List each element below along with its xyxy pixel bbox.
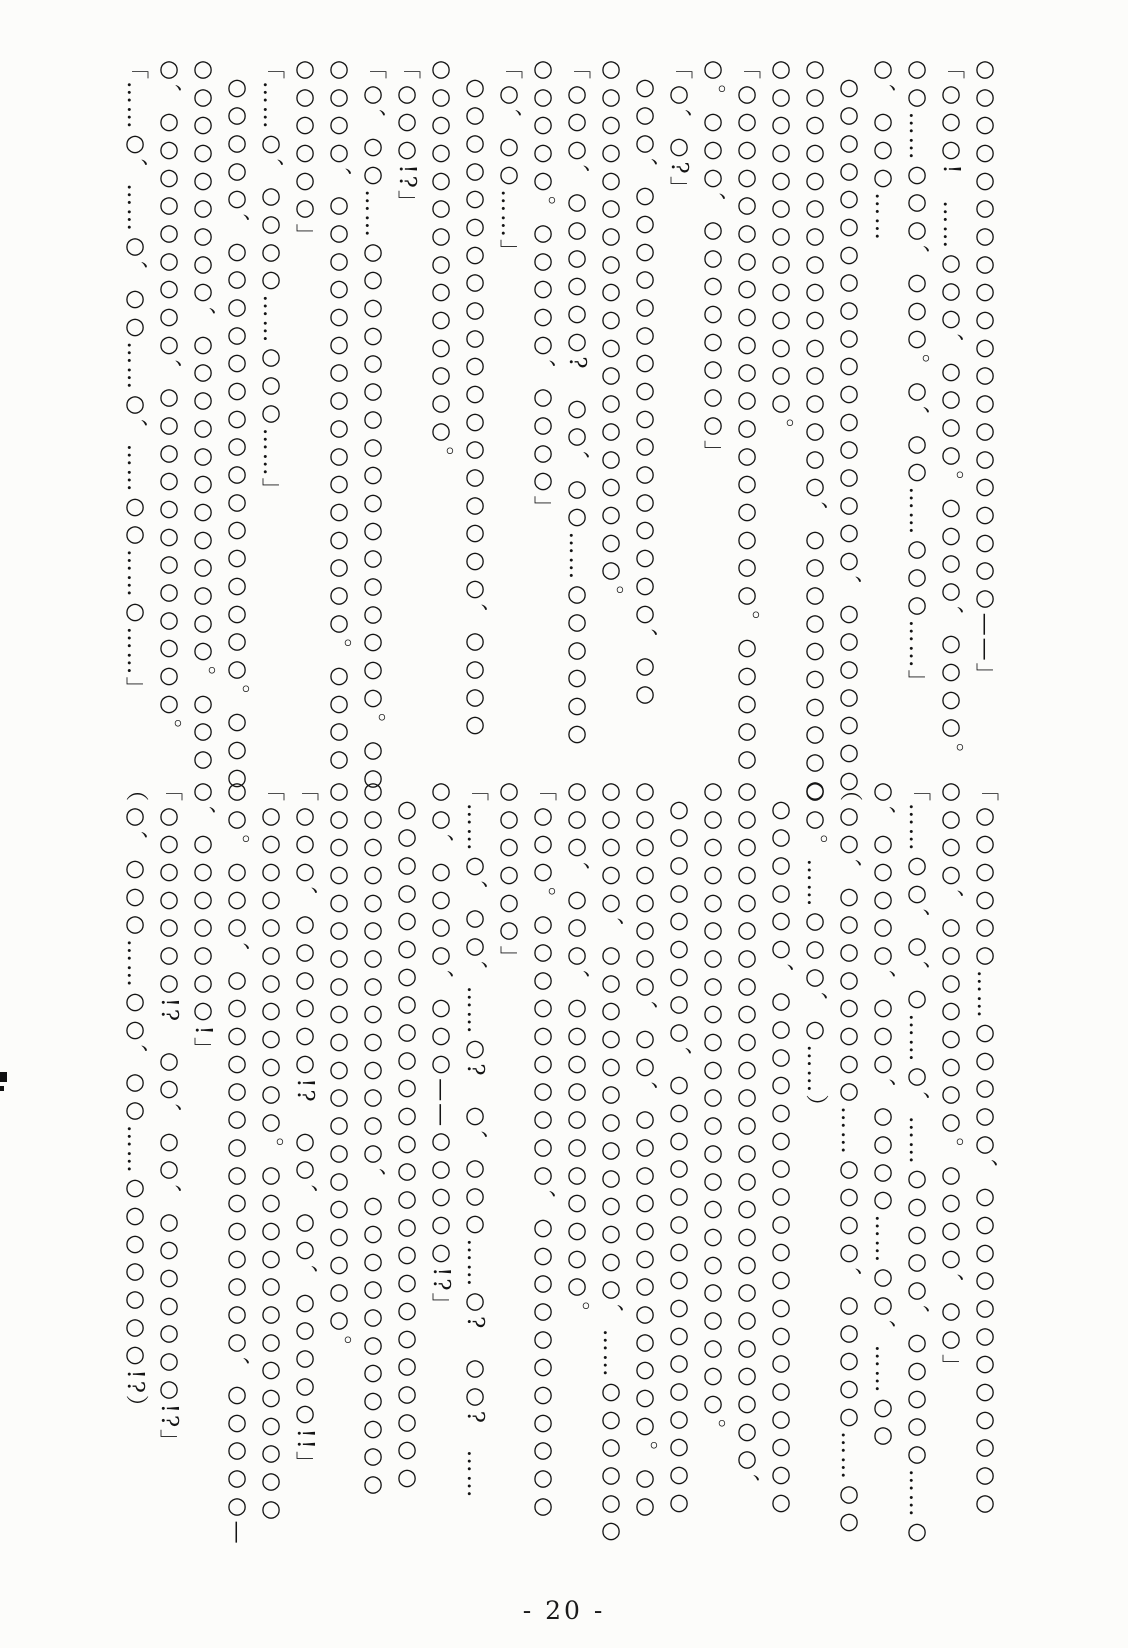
text-column: 「○○○、○○○○○○? ○○、○○……○○○○○○: [564, 56, 590, 749]
text-column: ○○○○○○○○○○○○○○○○○○○○——」: [972, 56, 998, 688]
text-column: ○○、○○○○、○○○——○○○○○!?」: [428, 778, 454, 1318]
text-column: 「○○○○○○……○○○○○、○○○○○○○○○○○○: [972, 778, 998, 1518]
text-column: ○○○○○○○○○○○○○○○○○○○○○○○○○、: [734, 778, 760, 1499]
text-column: 「……○○、○、○……○、……○○○○○、○○○○○……○: [904, 778, 930, 1547]
text-column: ○○○○○○○○○○○○○○○○○○○○○○○。: [700, 778, 726, 1444]
text-column: （○○、○○○○○○○○……○○○○、○○○○○……○○: [836, 778, 862, 1537]
text-column: ○○○○、○○○○○○○○。○○○○、○○」: [938, 778, 964, 1379]
text-column: 「○、○○……○○○○○○○○○○○○○○○○○。○○: [360, 56, 386, 793]
text-column: ○○○○○○○○○○○○○○、○○○○○○○○○○○: [360, 778, 386, 1499]
page-number: - 20 -: [522, 1596, 606, 1625]
text-column: ○○○○○○」: [292, 56, 318, 248]
text-column: ○○○○○、○○○○○○○○○○○○○、……○○○○○○: [598, 778, 624, 1546]
text-column: ○○。○○○、○○○○○○○○○○○○○○、○○○○○—: [224, 778, 250, 1546]
text-column: ○○○○○○○○○○○○○○。: [428, 56, 454, 471]
text-column: ○○……○○○、○○○。○、○○……○○○……」: [904, 56, 930, 695]
text-block-top: [118, 56, 1002, 805]
text-column: ○○○○○。○○○○○、○○○○」: [530, 56, 556, 521]
text-column: ○○○、○○○○○○○○○○○○○○○○、○○: [632, 56, 658, 709]
text-column: ○○○○○○○○○、○○○○○○○○○○○○。○○○: [190, 56, 216, 774]
text-column: ○○○○○○○○○○○○○○○○○○○、○○○○: [462, 56, 488, 740]
text-column: 「○○○○○○○○○○○○。○○○○○○○○○○○○○: [258, 778, 284, 1524]
text-column: ○○○○○○○○○○○○○。: [768, 56, 794, 443]
text-column: 「……○、……○、○○……○、……○○……○……」: [122, 56, 148, 701]
text-column: ○○○○○○○○○○○○○○○○○○、○○○○○○○: [836, 56, 862, 796]
text-column: 「○○○! ……○○○、○○○○。○○○○、○○○○。: [938, 56, 964, 767]
text-column: （○、○○○……○○、○○……○○○○○○○!?）: [122, 778, 148, 1420]
text-column: ○、○○○○○、○○○、○○○○……○○、……○○: [870, 778, 896, 1450]
text-column: ○○。……○○○、○……）: [802, 778, 828, 1119]
text-column: 「○○○○○○○○○○○○○○○○○○○。○○○○○: [734, 56, 760, 774]
text-column: ○。○○○、○○○○○○○○」: [700, 56, 726, 465]
scan-artifact: [0, 1072, 7, 1082]
text-block-bottom: [118, 778, 1002, 1547]
text-column: ○○○○○○○○○、○○○○○○○○○○○○○○○○: [666, 778, 692, 1518]
text-column: ○○○○○○○○○○○○○○○○○○○○○○○○○: [394, 778, 420, 1493]
text-column: ○○○○○○○○○○○○○○○○○○○○。: [326, 778, 352, 1360]
text-column: 「……○、○○○○……○○○……」: [258, 56, 284, 503]
text-column: ○、○○○……: [870, 56, 896, 242]
text-column: 「○○○○○○○!? ○○、○○、○○○○○○○!?」: [156, 778, 182, 1454]
text-column: 「○○○。○○○○○○○○○○、○○○○○○○○○○○: [530, 778, 556, 1521]
text-column: 「○○○!?」: [394, 56, 420, 215]
text-column: ○○○○○○○○○○○○○○○○、○○○○○○○○○○: [802, 56, 828, 805]
text-column: ○○○○○○、○○○○○○○○○○○○○○○○○○○: [768, 778, 794, 1518]
text-column: ○○○○○、○○○○○○○○○○○○○○○○。○○○: [224, 56, 250, 793]
text-column: ○○○○○○」: [496, 778, 522, 970]
text-column: 「○○○、○○○○○○!? ○○、○○、○○○○○!!」: [292, 778, 318, 1476]
text-column: ○○○、○○○、○○○○○○○○○○○。: [564, 778, 590, 1326]
text-column: 「……○、○○、……○? ○、○○○……○? ○○? ……: [462, 778, 488, 1500]
text-column: ○○○○、○○○○○○○○○○○○○○○○。○○○○: [326, 56, 352, 774]
scan-artifact: [0, 1086, 4, 1091]
text-column: ○○○○○○○○○○○○○○○○○○○。: [598, 56, 624, 610]
text-column: 「○、○○……」: [496, 56, 522, 264]
text-column: ○、○○○○○○○○○、○○○○○○○○○○○○。: [156, 56, 182, 743]
text-column: 「○、○?」: [666, 56, 692, 201]
text-column: ○○○○○○○○、○○、○○○○○○○○○○○○。○○: [632, 778, 658, 1521]
text-column: ○、○○○○○○○!」: [190, 778, 216, 1062]
